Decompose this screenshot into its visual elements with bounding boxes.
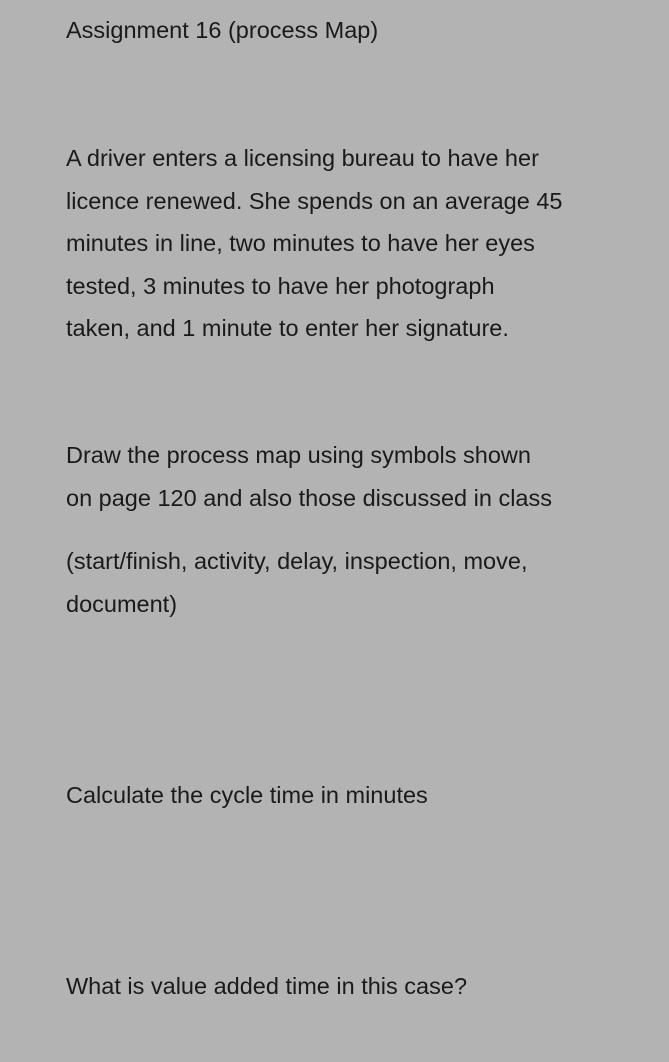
symbol-list-line: (start/finish, activity, delay, inspection, move, [66, 548, 528, 574]
draw-process-map-instruction [66, 434, 636, 519]
symbol-list [66, 540, 636, 625]
scenario-line: licence renewed. She spends on an average 45 [66, 187, 563, 214]
scenario-line: minutes in line, two minutes to have her eyes [66, 230, 535, 256]
symbol-list-line: document) [66, 590, 178, 617]
instruction-line: Draw the process map using symbols shown [66, 442, 531, 468]
cycle-time-question: Calculate the cycle time in minutes [66, 782, 428, 808]
scenario-line: taken, and 1 minute to enter her signature. [66, 315, 509, 341]
scenario-line: tested, 3 minutes to have her photograph [66, 272, 495, 299]
scenario-paragraph [66, 137, 636, 350]
scenario-line: A driver enters a licensing bureau to have her [66, 145, 539, 171]
instruction-line: on page 120 and also those discussed in class [66, 484, 552, 511]
value-added-question: What is value added time in this case? [66, 973, 468, 999]
assignment-title: Assignment 16 (process Map) [66, 17, 379, 43]
